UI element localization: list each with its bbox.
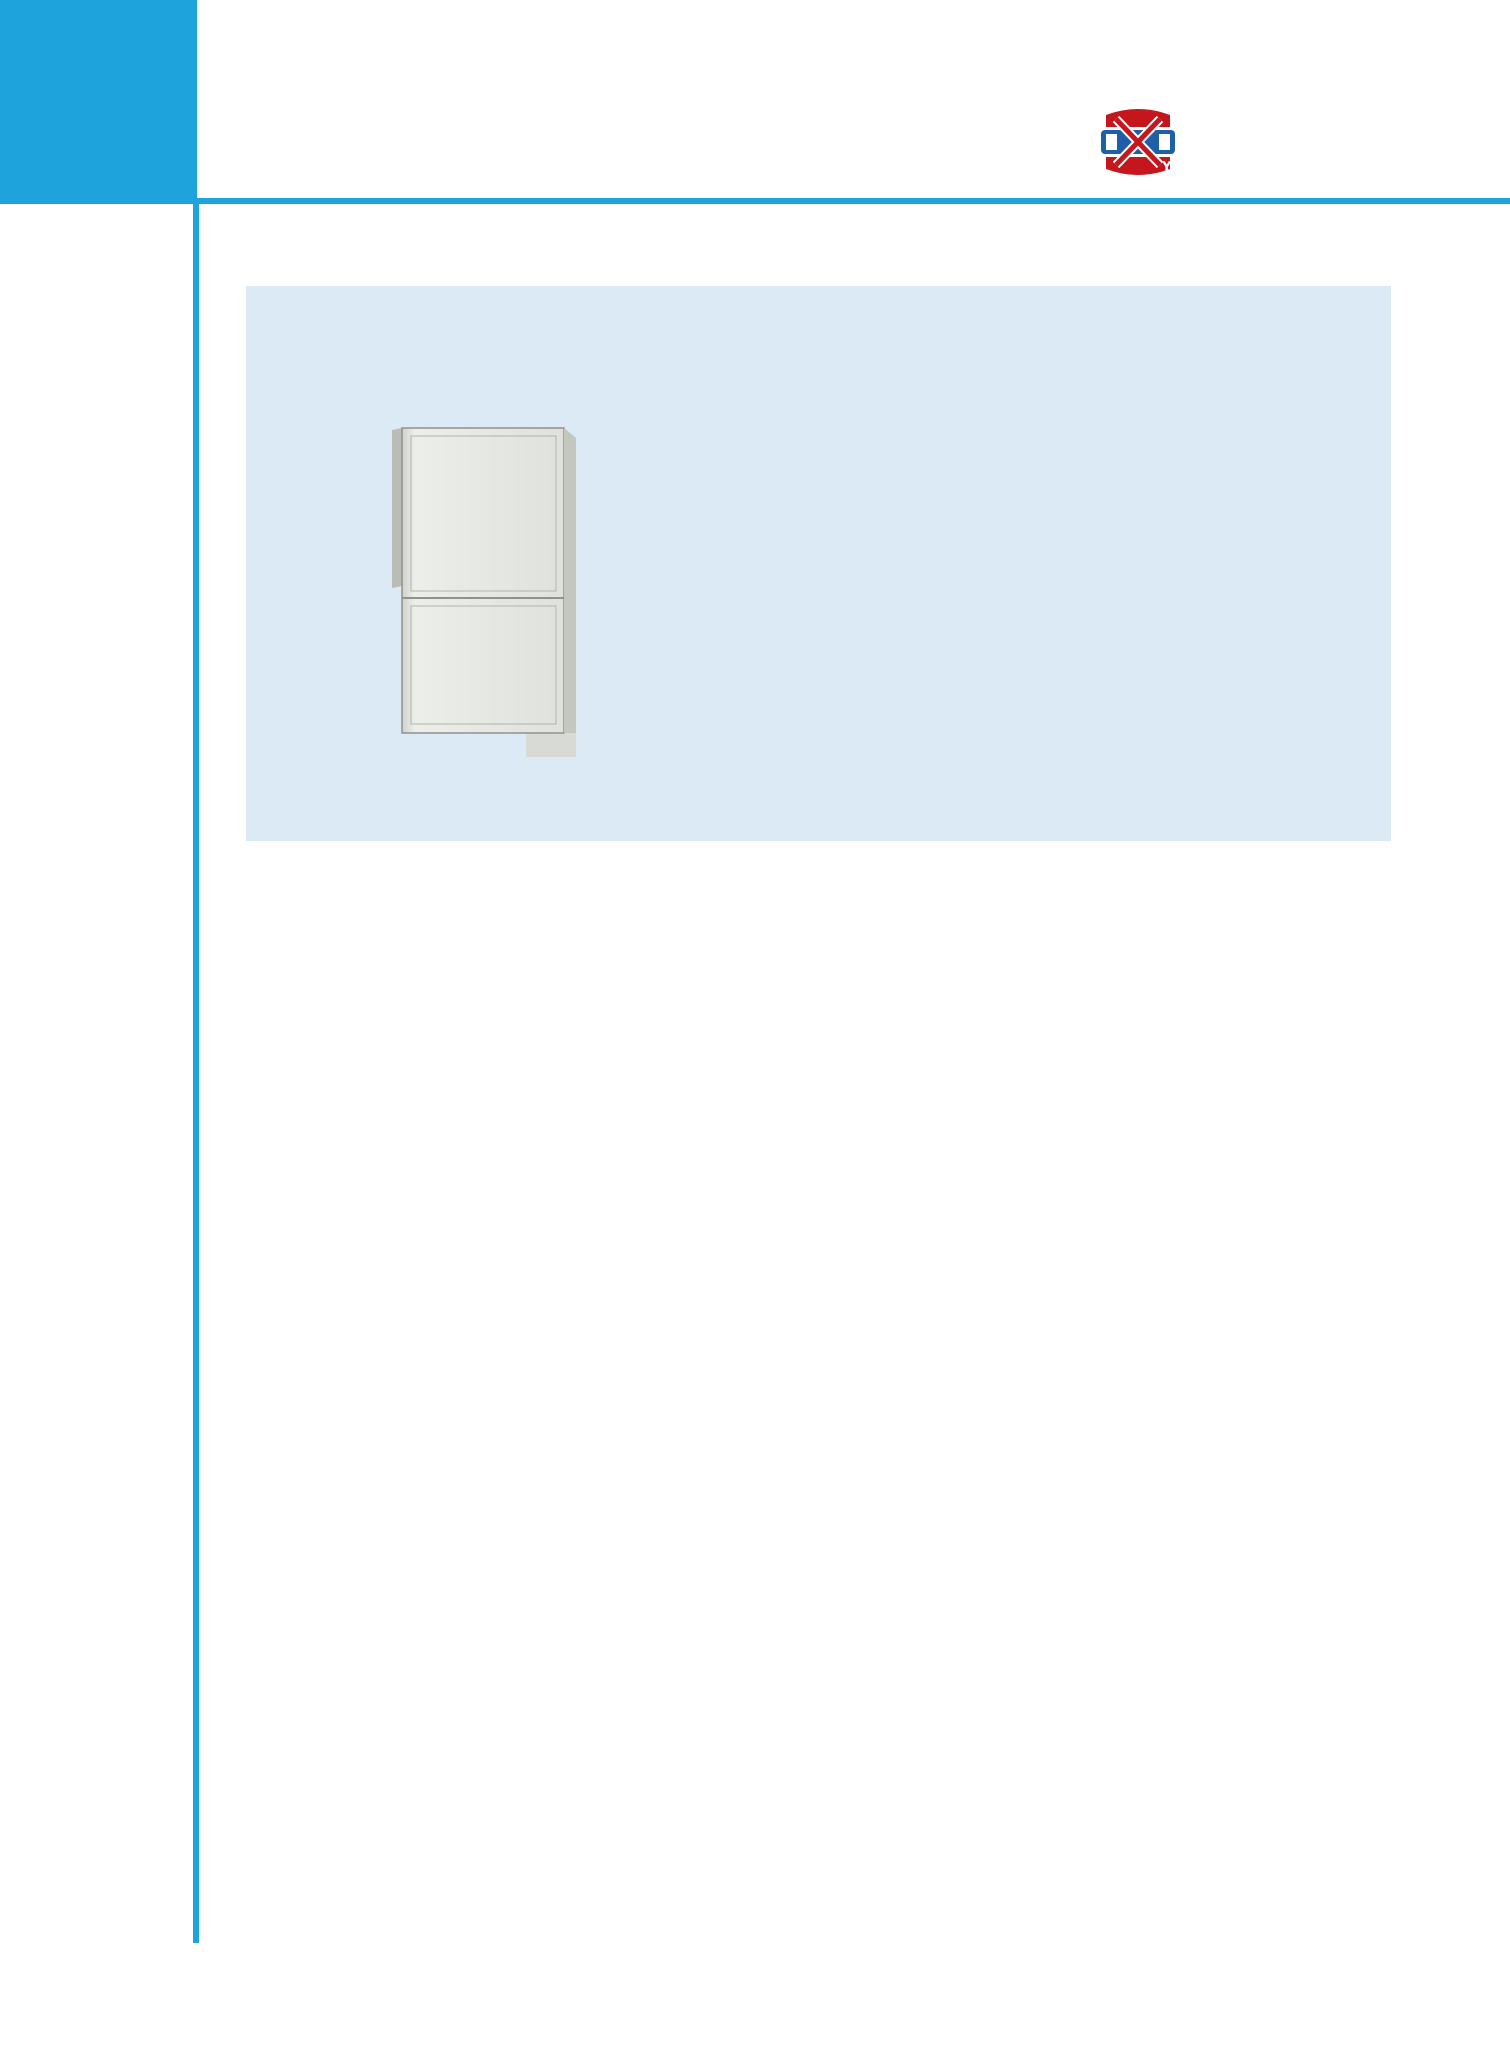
left-margin-rule — [193, 204, 199, 1943]
company-logo — [1098, 103, 1396, 181]
product-photo — [246, 286, 1391, 841]
cabinet-illustration — [246, 286, 1391, 841]
logo-emblem-icon — [1098, 103, 1178, 181]
svg-text:Y: Y — [1162, 160, 1172, 175]
section-number-block — [0, 0, 197, 204]
small-cabinet — [392, 428, 576, 757]
header-rule — [197, 198, 1510, 204]
